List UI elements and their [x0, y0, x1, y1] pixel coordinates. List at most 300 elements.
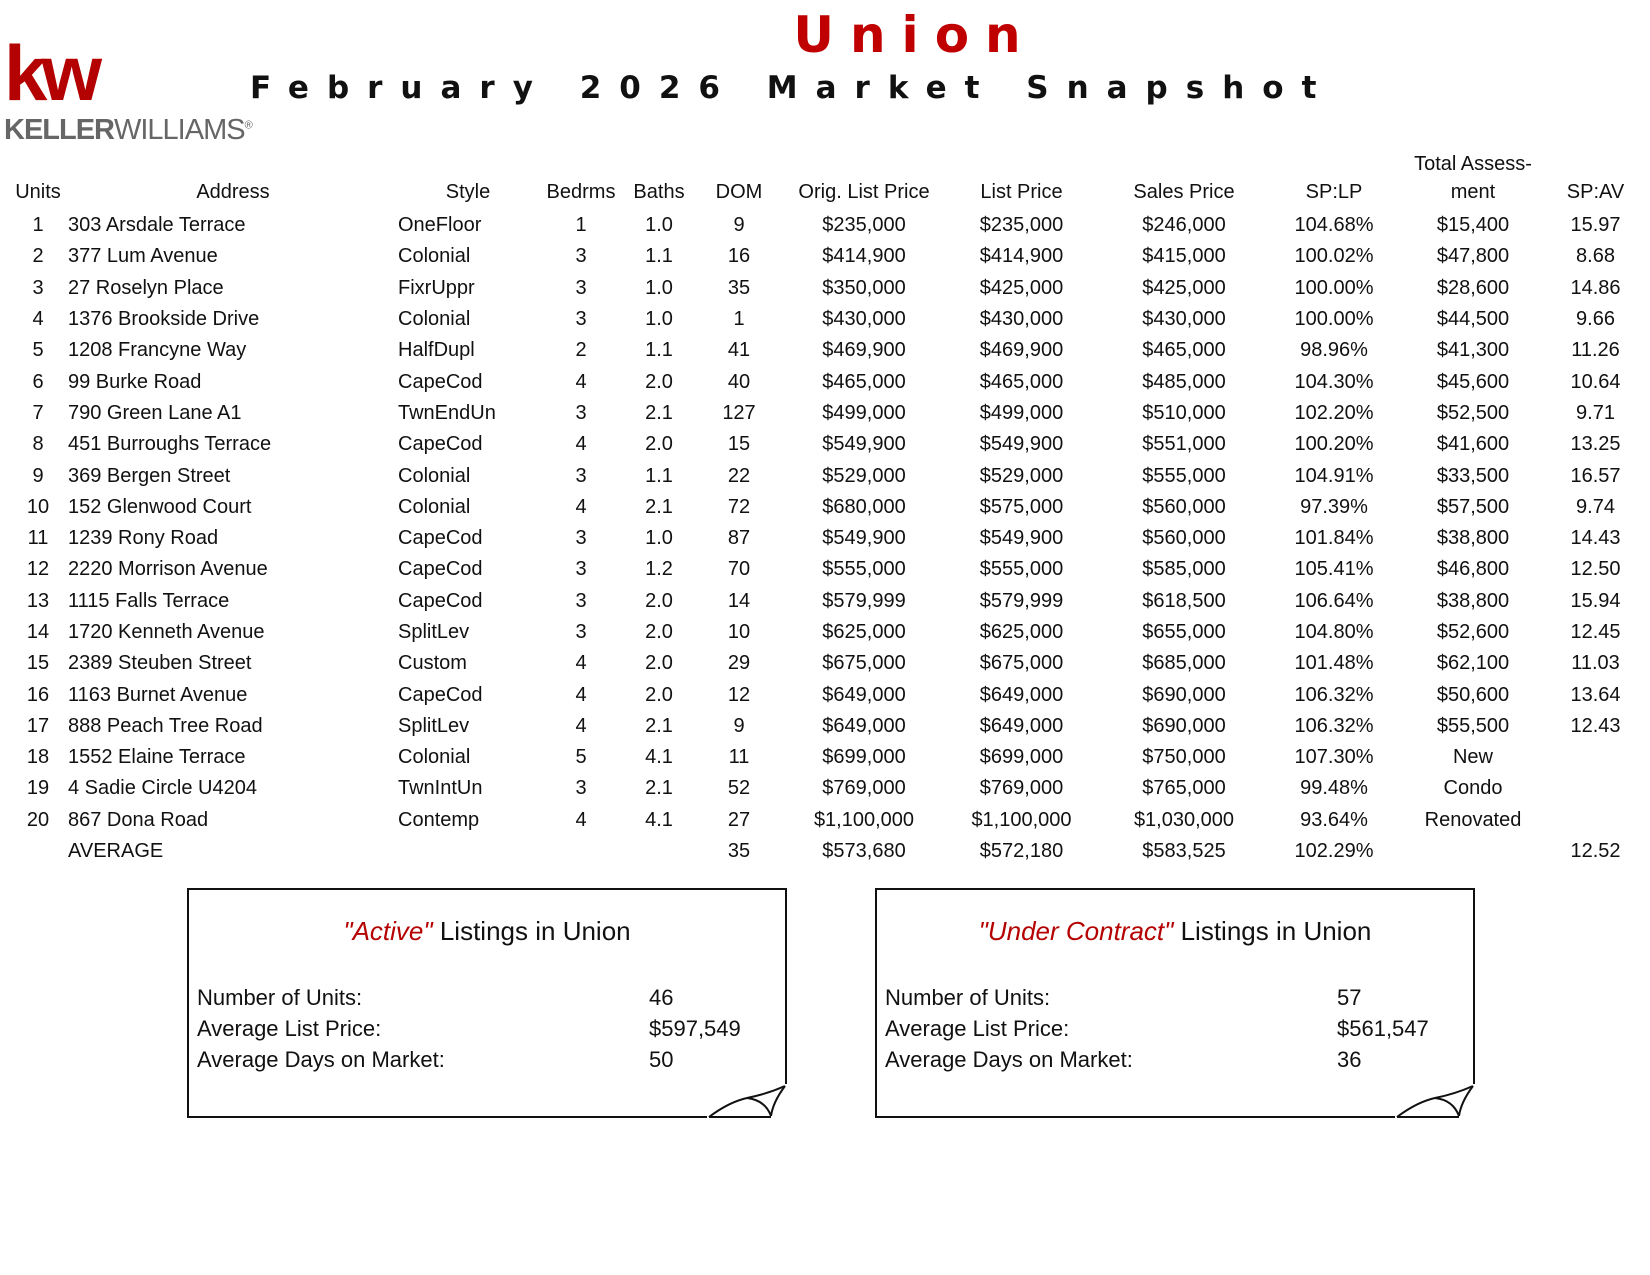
row-list-price: $549,900: [979, 527, 1064, 550]
table-row: [8, 241, 1644, 272]
active-price-row: [197, 1013, 757, 1044]
row-orig-list-price: $350,000: [822, 276, 906, 299]
row-units: 1: [32, 214, 44, 237]
row-sp-lp: 104.91%: [1294, 464, 1374, 487]
row-style: SplitLev: [398, 714, 470, 737]
contract-units-label: Number of Units:: [885, 985, 1051, 1010]
row-list-price: $555,000: [979, 558, 1064, 581]
row-units: 14: [26, 621, 50, 643]
row-sp-lp: 99.48%: [1300, 777, 1368, 800]
active-dom-row: [197, 1044, 757, 1075]
row-units: 5: [32, 339, 44, 362]
row-dom: 70: [727, 558, 751, 581]
row-dom: 12: [727, 683, 751, 706]
row-units: 6: [32, 370, 44, 393]
row-bedrms: 3: [575, 308, 587, 331]
row-address: 1720 Kenneth Avenue: [68, 621, 265, 643]
row-dom: 27: [727, 808, 751, 831]
row-list-price: $1,100,000: [971, 808, 1072, 831]
row-sp-av: 13.64: [1570, 683, 1621, 706]
row-address: 4 Sadie Circle U4204: [68, 777, 257, 800]
row-units: 19: [26, 777, 50, 800]
table-row: [8, 711, 1644, 742]
row-bedrms: 4: [575, 683, 587, 706]
kw-mark: kw: [4, 29, 97, 117]
col-units: Units: [15, 181, 61, 203]
row-sales-price: $690,000: [1142, 714, 1226, 737]
table-header-row: [8, 150, 1644, 210]
table-row: [8, 742, 1644, 773]
table-row: [8, 586, 1644, 617]
brand-name-bold: KELLER: [4, 114, 114, 146]
row-list-price: $625,000: [979, 621, 1064, 643]
row-baths: 2.0: [645, 683, 673, 706]
row-assessment: Renovated: [1424, 808, 1522, 831]
row-orig-list-price: $675,000: [822, 652, 906, 675]
row-list-price: $465,000: [979, 370, 1064, 393]
row-sp-av: 15.97: [1570, 214, 1621, 237]
average-units: [8, 836, 68, 867]
row-units: 13: [26, 589, 50, 612]
col-address: Address: [196, 181, 270, 203]
row-sp-av: 9.66: [1576, 308, 1615, 331]
row-sales-price: $510,000: [1142, 401, 1226, 424]
row-sp-lp: 104.68%: [1294, 214, 1374, 237]
average-label: AVERAGE: [68, 840, 164, 863]
row-orig-list-price: $549,900: [822, 433, 906, 456]
row-sales-price: $560,000: [1142, 527, 1226, 550]
row-dom: 87: [727, 527, 751, 550]
row-units: 7: [32, 401, 44, 424]
col-sp-lp: SP:LP: [1305, 181, 1363, 203]
row-orig-list-price: $549,900: [822, 527, 906, 550]
row-orig-list-price: $699,000: [822, 746, 906, 769]
row-assessment: $28,600: [1436, 276, 1510, 299]
row-style: TwnEndUn: [398, 401, 496, 424]
row-assessment: Condo: [1443, 777, 1503, 800]
row-orig-list-price: $430,000: [822, 308, 906, 331]
row-baths: 2.1: [645, 401, 673, 424]
row-style: Colonial: [398, 495, 471, 518]
row-sales-price: $585,000: [1142, 558, 1226, 581]
row-sp-av: [1547, 742, 1644, 773]
average-list-price: $572,180: [979, 840, 1064, 863]
row-style: Colonial: [398, 464, 471, 487]
row-assessment: $57,500: [1436, 495, 1510, 518]
row-list-price: $235,000: [979, 214, 1064, 237]
active-highlight: "Active": [343, 916, 433, 946]
table-row: [8, 210, 1644, 241]
row-sp-lp: 104.30%: [1294, 370, 1374, 393]
average-dom: 35: [727, 840, 751, 863]
row-assessment: $41,600: [1436, 433, 1510, 456]
active-units-label: Number of Units:: [197, 985, 363, 1010]
average-orig-list-price: $573,680: [822, 840, 906, 863]
row-sp-av: 15.94: [1570, 589, 1621, 612]
row-baths: 2.1: [645, 714, 673, 737]
row-style: CapeCod: [398, 558, 483, 581]
row-assessment: $52,600: [1436, 621, 1510, 643]
row-bedrms: 3: [575, 245, 587, 268]
row-sales-price: $485,000: [1142, 370, 1226, 393]
row-assessment: $52,500: [1436, 401, 1510, 424]
row-sp-av: 9.74: [1576, 495, 1615, 518]
row-sp-lp: 102.20%: [1294, 401, 1374, 424]
row-address: 1239 Rony Road: [68, 527, 219, 550]
table-row: [8, 398, 1644, 429]
row-bedrms: 4: [575, 652, 587, 675]
active-price-value: $597,549: [649, 1016, 741, 1041]
col-list-price: List Price: [980, 181, 1063, 203]
table-row: [8, 335, 1644, 366]
row-units: 11: [27, 527, 49, 550]
table-row: [8, 805, 1644, 836]
row-list-price: $529,000: [979, 464, 1064, 487]
row-bedrms: 3: [575, 589, 587, 612]
row-sp-av: [1547, 805, 1644, 836]
row-dom: 9: [733, 714, 745, 737]
row-sales-price: $618,500: [1142, 589, 1226, 612]
row-address: 99 Burke Road: [68, 370, 202, 393]
row-dom: 22: [727, 464, 751, 487]
row-baths: 2.0: [645, 589, 673, 612]
row-list-price: $649,000: [979, 714, 1064, 737]
row-assessment: $62,100: [1436, 652, 1510, 675]
row-style: CapeCod: [398, 589, 483, 612]
row-address: 790 Green Lane A1: [68, 401, 242, 424]
col-bedrms: Bedrms: [546, 181, 616, 203]
row-assessment: $55,500: [1436, 714, 1510, 737]
contract-dom-value: 36: [1337, 1047, 1362, 1072]
row-address: 2389 Steuben Street: [68, 652, 252, 675]
row-orig-list-price: $469,900: [822, 339, 906, 362]
row-bedrms: 3: [575, 276, 587, 299]
row-bedrms: 3: [575, 527, 587, 550]
row-sp-av: 9.71: [1576, 401, 1615, 424]
page-curl-icon: [707, 1084, 787, 1118]
row-address: 152 Glenwood Court: [68, 495, 252, 518]
table-row: [8, 273, 1644, 304]
row-bedrms: 4: [575, 370, 587, 393]
row-style: CapeCod: [398, 370, 483, 393]
table-row: [8, 554, 1644, 585]
row-style: HalfDupl: [398, 339, 475, 362]
row-sales-price: $551,000: [1142, 433, 1226, 456]
row-sp-av: 13.25: [1570, 433, 1621, 456]
row-units: 9: [32, 464, 44, 487]
row-orig-list-price: $465,000: [822, 370, 906, 393]
table-row: [8, 679, 1644, 710]
row-assessment: $44,500: [1436, 308, 1510, 331]
table-row: [8, 617, 1644, 648]
average-bedrms: [538, 836, 624, 867]
row-sp-lp: 104.80%: [1294, 621, 1374, 643]
row-sales-price: $555,000: [1142, 464, 1226, 487]
row-units: 8: [32, 433, 44, 456]
average-assessment: [1399, 836, 1547, 867]
row-baths: 4.1: [645, 746, 673, 769]
row-list-price: $675,000: [979, 652, 1064, 675]
row-dom: 72: [727, 495, 751, 518]
row-list-price: $430,000: [979, 308, 1064, 331]
row-sp-lp: 100.20%: [1294, 433, 1374, 456]
row-address: 27 Roselyn Place: [68, 276, 224, 299]
col-sp-av: SP:AV: [1566, 181, 1625, 203]
row-address: 867 Dona Road: [68, 808, 209, 831]
average-baths: [624, 836, 694, 867]
row-sp-av: 10.64: [1570, 370, 1621, 393]
row-sales-price: $425,000: [1142, 276, 1226, 299]
row-dom: 9: [733, 214, 745, 237]
contract-dom-label: Average Days on Market:: [885, 1047, 1133, 1072]
row-sp-av: [1547, 773, 1644, 804]
row-style: Colonial: [398, 746, 471, 769]
row-assessment: $50,600: [1436, 683, 1510, 706]
row-dom: 41: [727, 339, 751, 362]
row-bedrms: 1: [575, 214, 587, 237]
row-sales-price: $246,000: [1142, 214, 1226, 237]
row-bedrms: 2: [575, 339, 587, 362]
row-units: 2: [32, 245, 44, 268]
average-sp-av: 12.52: [1570, 840, 1621, 863]
row-assessment: $47,800: [1436, 245, 1510, 268]
table-row: [8, 460, 1644, 491]
brand-name-rest: WILLIAMS: [114, 114, 245, 146]
row-sales-price: $690,000: [1142, 683, 1226, 706]
row-baths: 1.1: [645, 339, 673, 362]
row-orig-list-price: $649,000: [822, 683, 906, 706]
contract-dom-row: [885, 1044, 1445, 1075]
row-bedrms: 4: [575, 433, 587, 456]
row-sales-price: $685,000: [1142, 652, 1226, 675]
row-dom: 35: [727, 276, 751, 299]
contract-listings-title: [877, 916, 1473, 947]
row-sp-lp: 98.96%: [1300, 339, 1368, 362]
row-orig-list-price: $529,000: [822, 464, 906, 487]
row-sp-lp: 93.64%: [1300, 808, 1368, 831]
row-baths: 2.0: [645, 621, 673, 643]
average-sales-price: $583,525: [1142, 840, 1226, 863]
row-assessment: New: [1452, 746, 1493, 769]
row-sp-lp: 107.30%: [1294, 746, 1374, 769]
row-style: CapeCod: [398, 433, 483, 456]
row-sp-av: 12.43: [1570, 714, 1621, 737]
row-units: 10: [26, 495, 50, 518]
row-baths: 2.0: [645, 370, 673, 393]
active-listings-box: [187, 888, 787, 1118]
row-sales-price: $430,000: [1142, 308, 1226, 331]
row-sp-av: 14.43: [1570, 527, 1621, 550]
row-dom: 14: [727, 589, 751, 612]
row-orig-list-price: $769,000: [822, 777, 906, 800]
row-units: 15: [26, 652, 50, 675]
col-style: Style: [445, 181, 491, 203]
row-baths: 1.0: [645, 214, 673, 237]
row-units: 4: [32, 308, 44, 331]
row-style: CapeCod: [398, 683, 483, 706]
row-bedrms: 4: [575, 808, 587, 831]
row-baths: 2.1: [645, 777, 673, 800]
contract-title-rest: Listings in Union: [1173, 916, 1372, 946]
row-orig-list-price: $555,000: [822, 558, 906, 581]
row-sp-lp: 101.84%: [1294, 527, 1374, 550]
row-style: OneFloor: [398, 214, 482, 237]
contract-price-row: [885, 1013, 1445, 1044]
row-baths: 1.0: [645, 527, 673, 550]
row-sales-price: $1,030,000: [1133, 808, 1235, 831]
row-orig-list-price: $235,000: [822, 214, 906, 237]
row-address: 2220 Morrison Avenue: [68, 558, 268, 581]
active-dom-label: Average Days on Market:: [197, 1047, 445, 1072]
row-style: Contemp: [398, 808, 480, 831]
table-row: [8, 304, 1644, 335]
active-title-rest: Listings in Union: [432, 916, 631, 946]
row-dom: 10: [727, 621, 751, 643]
row-list-price: $414,900: [979, 245, 1064, 268]
row-list-price: $699,000: [979, 746, 1064, 769]
table-row: [8, 429, 1644, 460]
row-sp-av: 8.68: [1576, 245, 1615, 268]
active-dom-value: 50: [649, 1047, 674, 1072]
table-row: [8, 492, 1644, 523]
row-sp-lp: 100.02%: [1294, 245, 1374, 268]
row-assessment: $41,300: [1436, 339, 1510, 362]
row-sp-lp: 106.64%: [1294, 589, 1374, 612]
row-style: Colonial: [398, 245, 471, 268]
row-address: 1552 Elaine Terrace: [68, 746, 246, 769]
row-sp-av: 11.03: [1571, 652, 1620, 675]
row-baths: 1.0: [645, 276, 673, 299]
row-bedrms: 5: [575, 746, 587, 769]
row-assessment: $38,800: [1436, 527, 1510, 550]
page-subtitle: February 2026 Market Snapshot: [250, 70, 1335, 106]
row-sales-price: $750,000: [1142, 746, 1226, 769]
row-address: 1163 Burnet Avenue: [68, 683, 248, 706]
row-list-price: $769,000: [979, 777, 1064, 800]
active-listings-title: [189, 916, 785, 947]
active-units-value: 46: [649, 985, 674, 1010]
row-assessment: $15,400: [1436, 214, 1510, 237]
col-total-assessment: Total Assess- ment: [1414, 153, 1532, 203]
row-list-price: $579,999: [979, 589, 1064, 612]
row-orig-list-price: $680,000: [822, 495, 906, 518]
row-sales-price: $765,000: [1142, 777, 1226, 800]
row-orig-list-price: $649,000: [822, 714, 906, 737]
col-orig-list-price: Orig. List Price: [798, 181, 930, 203]
row-list-price: $469,900: [979, 339, 1064, 362]
row-dom: 29: [727, 652, 751, 675]
row-sp-av: 14.86: [1570, 276, 1621, 299]
row-orig-list-price: $1,100,000: [813, 808, 915, 831]
average-sp-lp: 102.29%: [1294, 840, 1374, 863]
contract-price-value: $561,547: [1337, 1016, 1429, 1041]
row-assessment: $33,500: [1436, 464, 1510, 487]
row-dom: 52: [727, 777, 751, 800]
average-row: [8, 836, 1644, 867]
row-list-price: $549,900: [979, 433, 1064, 456]
brand-name: [4, 114, 252, 147]
row-sp-lp: 100.00%: [1294, 308, 1374, 331]
row-style: SplitLev: [398, 621, 470, 643]
col-dom: DOM: [715, 181, 763, 203]
col-sales-price: Sales Price: [1133, 181, 1235, 203]
row-dom: 40: [727, 370, 751, 393]
page-curl-icon: [1395, 1084, 1475, 1118]
brand-reg: ®: [244, 119, 252, 132]
row-units: 12: [26, 558, 50, 581]
row-address: 888 Peach Tree Road: [68, 714, 263, 737]
row-address: 369 Bergen Street: [68, 464, 231, 487]
sales-table: [8, 150, 1644, 867]
row-baths: 1.2: [645, 558, 673, 581]
row-baths: 2.1: [645, 495, 673, 518]
row-style: CapeCod: [398, 527, 483, 550]
row-sp-lp: 100.00%: [1294, 276, 1374, 299]
row-address: 1376 Brookside Drive: [68, 308, 260, 331]
table-row: [8, 773, 1644, 804]
contract-price-label: Average List Price:: [885, 1016, 1070, 1041]
row-orig-list-price: $499,000: [822, 401, 906, 424]
row-bedrms: 3: [575, 777, 587, 800]
row-sp-lp: 106.32%: [1294, 683, 1374, 706]
contract-highlight: "Under Contract": [978, 916, 1174, 946]
row-sp-lp: 106.32%: [1294, 714, 1374, 737]
row-orig-list-price: $625,000: [822, 621, 906, 643]
contract-units-value: 57: [1337, 985, 1362, 1010]
row-bedrms: 3: [575, 621, 587, 643]
row-dom: 11: [728, 746, 750, 769]
row-units: 18: [26, 746, 50, 769]
row-sp-lp: 97.39%: [1300, 495, 1368, 518]
row-sales-price: $560,000: [1142, 495, 1226, 518]
row-orig-list-price: $579,999: [822, 589, 906, 612]
row-bedrms: 3: [575, 401, 587, 424]
row-address: 1208 Francyne Way: [68, 339, 247, 362]
row-sp-av: 11.26: [1571, 339, 1620, 362]
row-assessment: $46,800: [1436, 558, 1510, 581]
row-dom: 15: [727, 433, 751, 456]
row-units: 16: [26, 683, 50, 706]
row-baths: 1.1: [645, 464, 673, 487]
row-style: TwnIntUn: [398, 777, 483, 800]
row-list-price: $499,000: [979, 401, 1064, 424]
row-sp-lp: 101.48%: [1294, 652, 1374, 675]
table-row: [8, 648, 1644, 679]
table-row: [8, 523, 1644, 554]
row-sales-price: $465,000: [1142, 339, 1226, 362]
row-sp-av: 16.57: [1570, 464, 1621, 487]
row-style: Custom: [398, 652, 467, 675]
page-title: Union: [793, 6, 1037, 64]
row-address: 377 Lum Avenue: [68, 245, 218, 268]
row-address: 451 Burroughs Terrace: [68, 433, 272, 456]
active-price-label: Average List Price:: [197, 1016, 382, 1041]
row-address: 1115 Falls Terrace: [68, 589, 230, 612]
row-units: 20: [26, 808, 50, 831]
row-assessment: $45,600: [1436, 370, 1510, 393]
row-bedrms: 4: [575, 495, 587, 518]
row-orig-list-price: $414,900: [822, 245, 906, 268]
row-address: 303 Arsdale Terrace: [68, 214, 246, 237]
row-sales-price: $415,000: [1142, 245, 1226, 268]
row-baths: 2.0: [645, 652, 673, 675]
row-units: 3: [32, 276, 44, 299]
row-assessment: $38,800: [1436, 589, 1510, 612]
row-bedrms: 3: [575, 558, 587, 581]
row-dom: 16: [727, 245, 751, 268]
row-sp-av: 12.45: [1570, 621, 1621, 643]
row-list-price: $649,000: [979, 683, 1064, 706]
